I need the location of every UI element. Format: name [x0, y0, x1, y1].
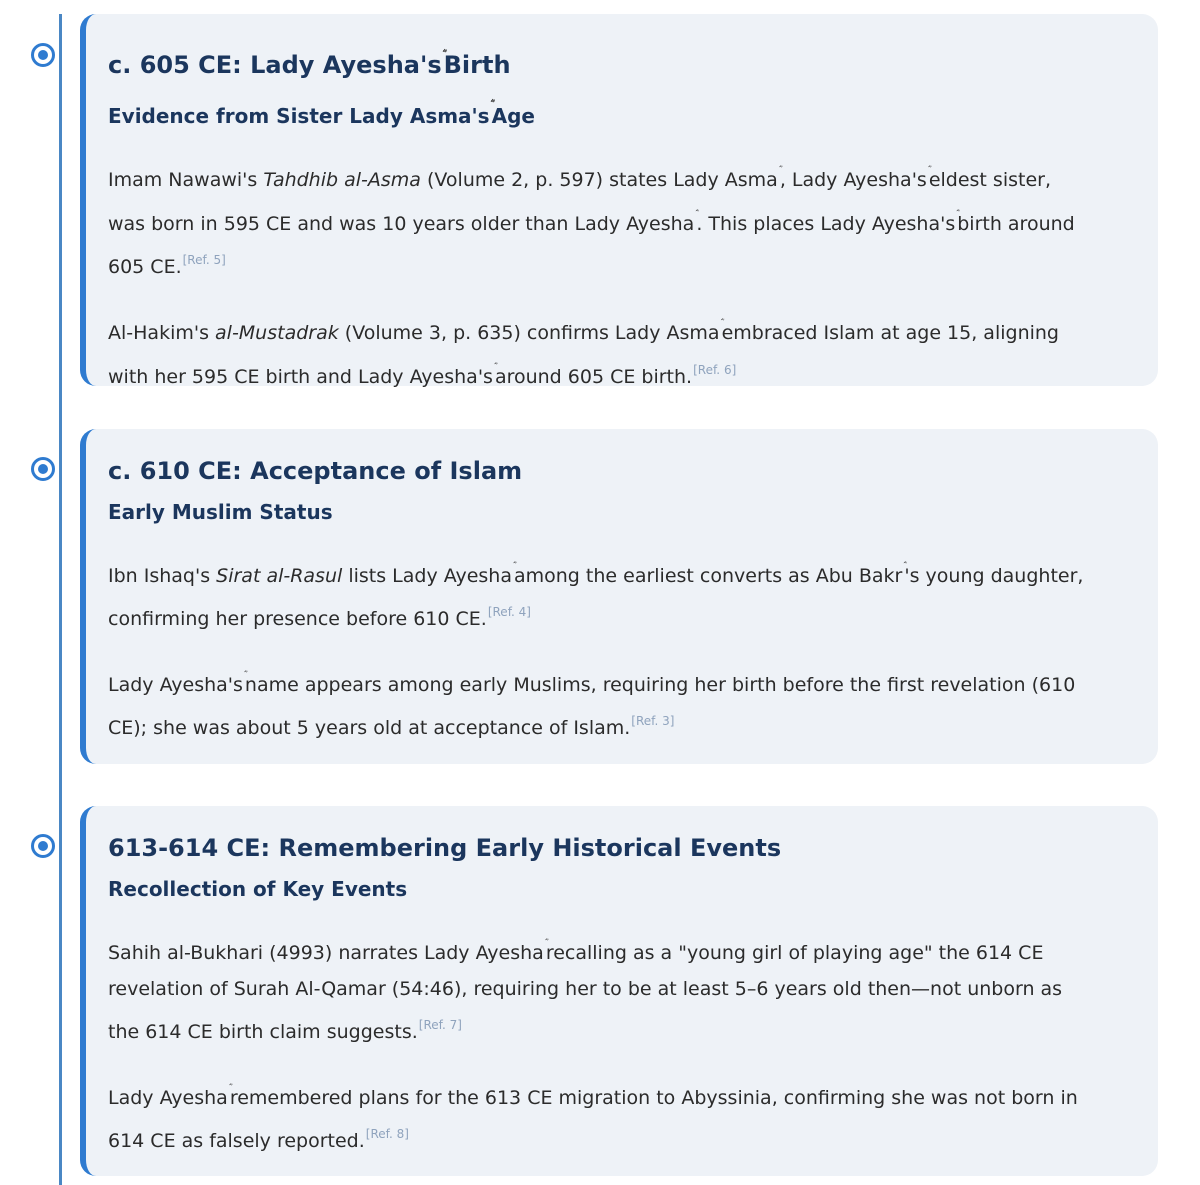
event-title [108, 40, 1134, 81]
text: was born in 595 CE and was 10 years older than Lady Ayesha [108, 213, 695, 235]
reference-link[interactable]: [Ref. 5] [182, 253, 226, 267]
text: Ibn Ishaq's [108, 565, 217, 587]
timeline-card [80, 14, 1158, 386]
reference-link[interactable]: [Ref. 4] [487, 605, 531, 619]
text: (Volume 2, p. 597) states Lady Asma [420, 169, 778, 191]
text: CE); she was about 5 years old at acceptance of Islam. [108, 717, 631, 739]
text: recalling as a "young girl of playing age" the 614 CE [545, 942, 1044, 964]
event-title-text: Birth [443, 51, 511, 79]
text: birth around [957, 213, 1075, 235]
reference-link[interactable]: [Ref. 8] [365, 1127, 409, 1141]
event-paragraph [108, 307, 1134, 395]
event-title: c. 610 CE: Acceptance of Islam [108, 457, 523, 485]
event-paragraph [108, 154, 1134, 285]
text: around 605 CE birth. [494, 366, 693, 388]
reference-link[interactable]: [Ref. 3] [631, 714, 675, 728]
text: , Lady Ayesha's [779, 169, 927, 191]
text: embraced Islam at age 15, aligning [721, 322, 1059, 344]
text: lists Lady Ayesha [342, 565, 512, 587]
reference-link[interactable]: [Ref. 6] [693, 363, 737, 377]
text: name appears among early Muslims, requiring her birth before the first revelation (610 [244, 674, 1076, 696]
book-title: al-Mustadrak [215, 322, 339, 344]
text: Lady Ayesha [108, 1087, 228, 1109]
event-paragraph [108, 1072, 1134, 1159]
timeline-marker-icon [31, 834, 55, 858]
text: 's young daughter, [904, 565, 1084, 587]
event-subtitle [108, 91, 1134, 131]
text: among the earliest converts as Abu Bakr [513, 565, 903, 587]
event-subtitle: Recollection of Key Events [108, 877, 408, 901]
text: 605 CE. [108, 256, 182, 278]
text: (Volume 3, p. 635) confirms Lady Asma [338, 322, 720, 344]
event-title: 613-614 CE: Remembering Early Historical Events [108, 834, 782, 862]
text: Al-Hakim's [108, 322, 216, 344]
event-subtitle-text: Evidence from Sister Lady Asma's [108, 104, 490, 128]
event-subtitle-text: Age [491, 104, 535, 128]
text: 614 CE as falsely reported. [108, 1130, 365, 1152]
timeline-card [80, 429, 1158, 764]
text: revelation of Surah Al-Qamar (54:46), requiring her to be at least 5–6 years old then—not unborn as [108, 978, 1063, 1000]
timeline-marker-icon [31, 43, 55, 67]
text: remembered plans for the 613 CE migration to Abyssinia, confirming she was not born in [229, 1087, 1078, 1109]
text: confirming her presence before 610 CE. [108, 608, 487, 630]
timeline-card [80, 806, 1158, 1176]
timeline-line [59, 14, 62, 1185]
text: eldest sister, [928, 169, 1051, 191]
reference-link[interactable]: [Ref. 7] [418, 1018, 462, 1032]
event-paragraph [108, 550, 1134, 637]
text: . This places Lady Ayesha's [696, 213, 956, 235]
text: Lady Ayesha's [108, 674, 243, 696]
text: Imam Nawawi's [108, 169, 264, 191]
event-subtitle: Early Muslim Status [108, 500, 333, 524]
book-title: Sirat al-Rasul [216, 565, 343, 587]
text: with her 595 CE birth and Lady Ayesha's [108, 366, 493, 388]
book-title: Tahdhib al-Asma [263, 169, 421, 191]
text: Sahih al-Bukhari (4993) narrates Lady Ayesha [108, 942, 544, 964]
event-paragraph [108, 927, 1134, 1050]
event-paragraph [108, 659, 1134, 746]
timeline-marker-icon [31, 457, 55, 481]
text: the 614 CE birth claim suggests. [108, 1021, 418, 1043]
event-title-text: c. 605 CE: Lady Ayesha's [108, 51, 442, 79]
